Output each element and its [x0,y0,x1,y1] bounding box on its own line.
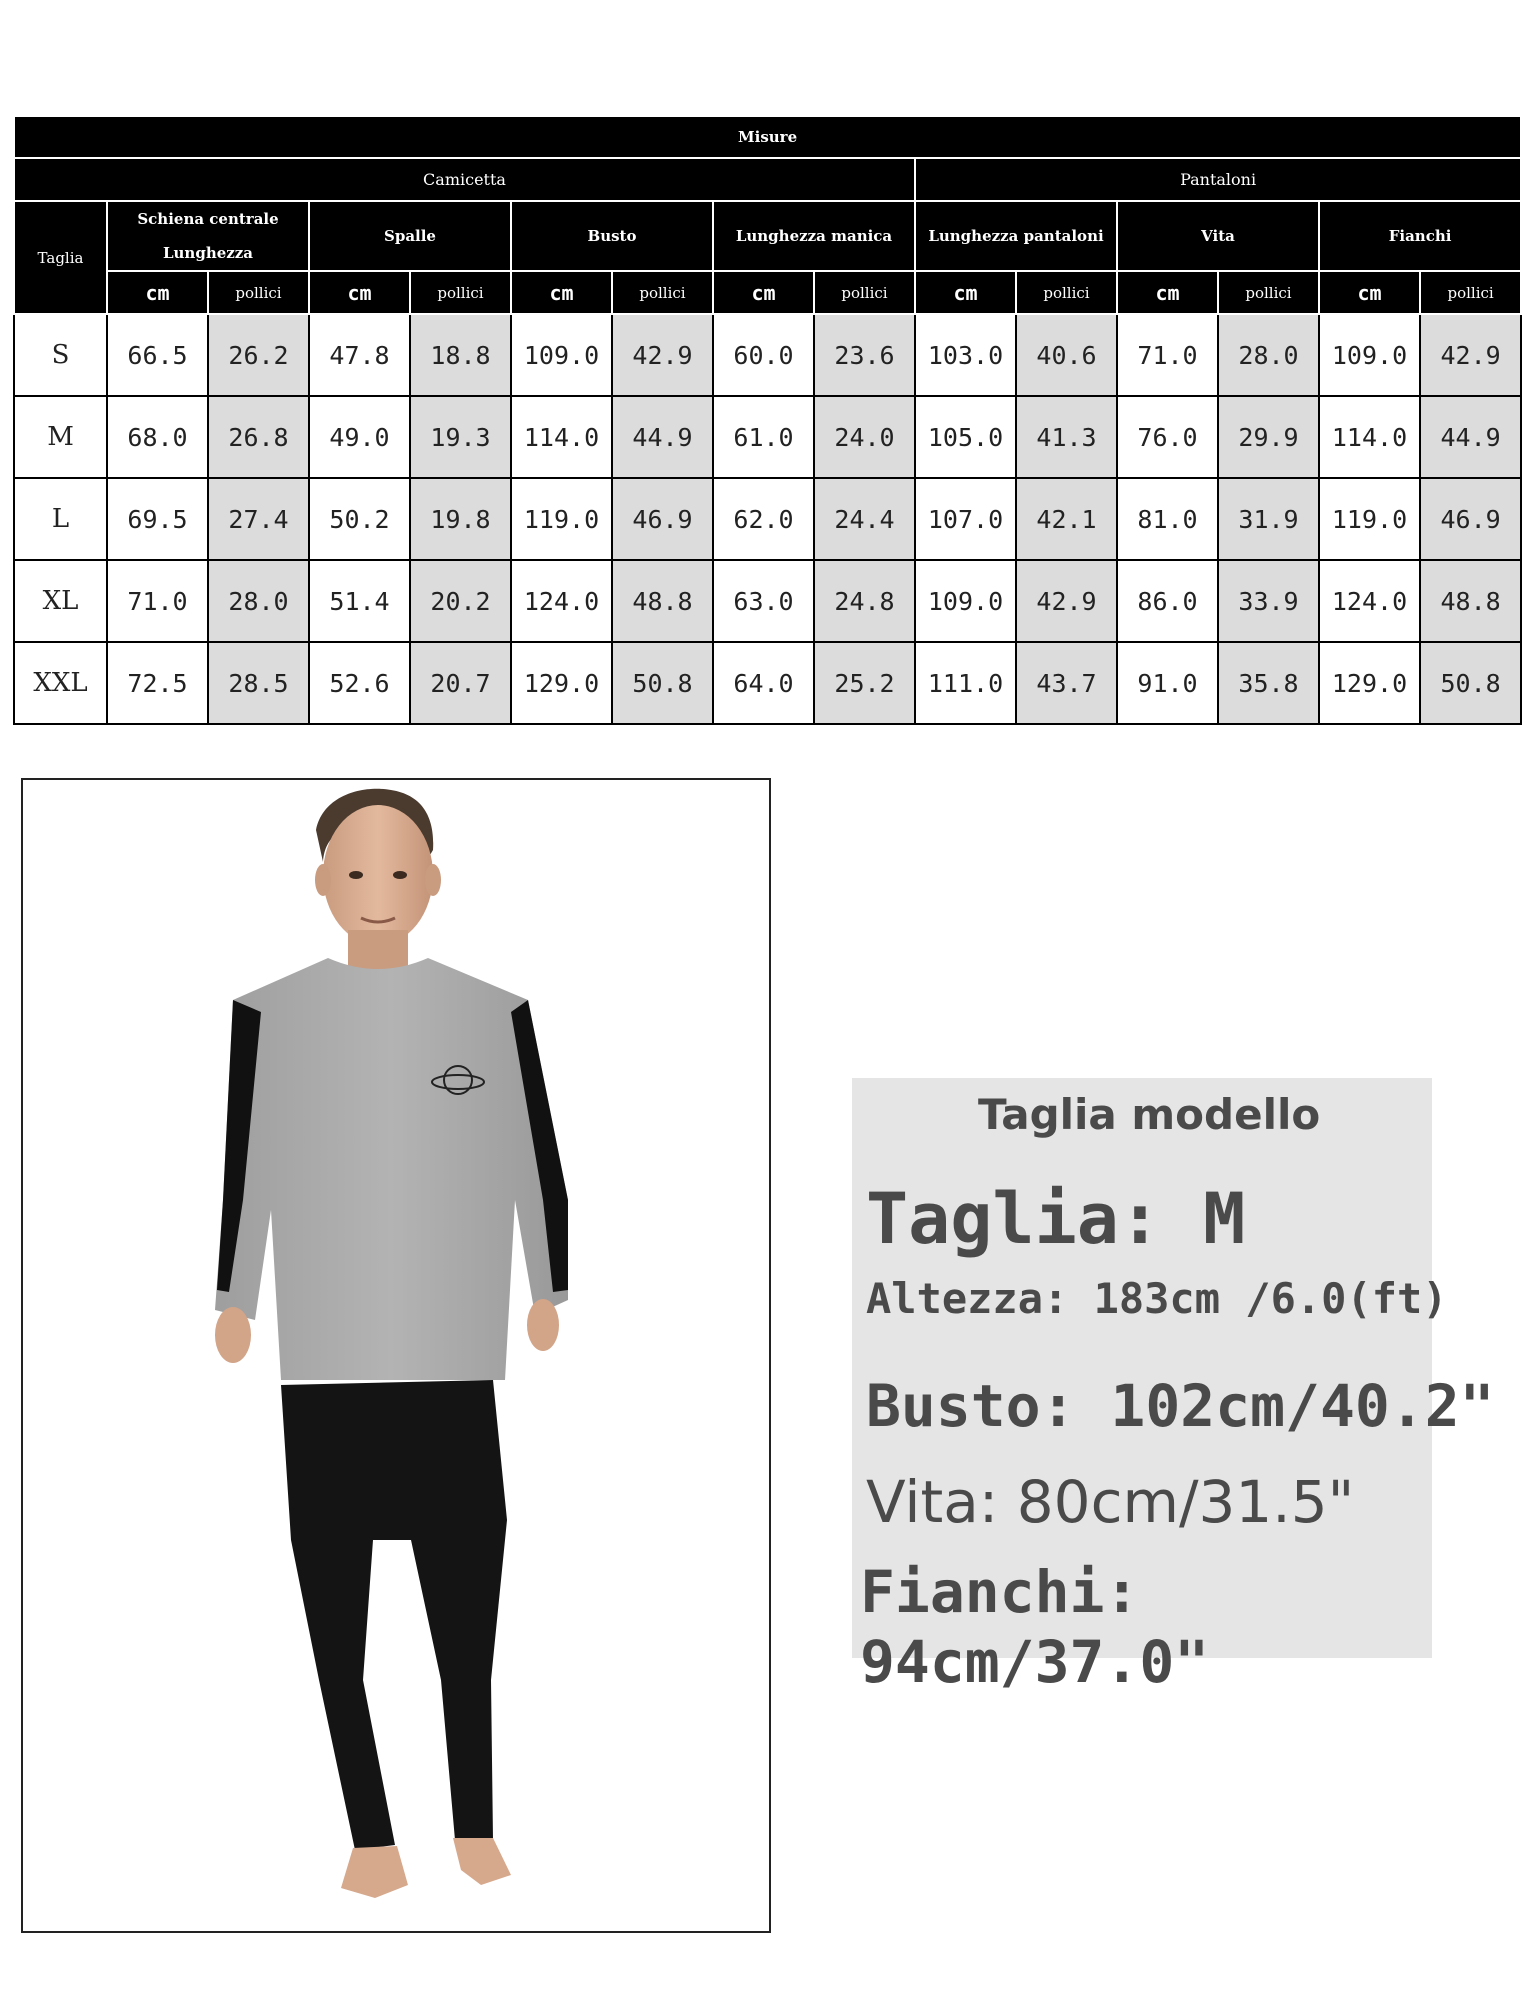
header-sleeve-length: Lunghezza manica [713,201,915,271]
header-hips: Fianchi [1319,201,1521,271]
cm-value-cell: 107.0 [915,478,1016,560]
cm-value-cell: 76.0 [1117,396,1218,478]
unit-inch-header: pollici [410,271,511,314]
header-back-length-line1: Schiena centrale [137,210,279,228]
model-illustration [23,780,769,1931]
unit-cm-header: cm [1319,271,1420,314]
inch-value-cell: 43.7 [1016,642,1117,724]
unit-cm-header: cm [915,271,1016,314]
ear-left [315,864,331,896]
table-row [14,396,1521,478]
unit-inch-header: pollici [814,271,915,314]
eye-right [393,871,407,879]
cm-value-cell: 60.0 [713,314,814,396]
unit-row [14,271,1521,314]
ear-right [425,864,441,896]
cm-value-cell: 52.6 [309,642,410,724]
cm-value-cell: 51.4 [309,560,410,642]
size-label: M [14,396,107,478]
hand-left [215,1307,251,1363]
model-height: Altezza: 183cm /6.0(ft) [866,1274,1448,1323]
table-row [14,478,1521,560]
model-bust: Busto: 102cm/40.2" [866,1372,1495,1440]
inch-value-cell: 28.0 [1218,314,1319,396]
cm-value-cell: 81.0 [1117,478,1218,560]
inch-value-cell: 35.8 [1218,642,1319,724]
header-back-length [107,201,309,271]
inch-value-cell: 50.8 [612,642,713,724]
inch-value-cell: 29.9 [1218,396,1319,478]
cm-value-cell: 49.0 [309,396,410,478]
group-pants: Pantaloni [915,158,1521,201]
model-photo [21,778,771,1933]
inch-value-cell: 24.4 [814,478,915,560]
cm-value-cell: 124.0 [511,560,612,642]
size-column-header: Taglia [14,201,107,314]
inch-value-cell: 48.8 [1420,560,1521,642]
inch-value-cell: 20.7 [410,642,511,724]
inch-value-cell: 42.9 [1420,314,1521,396]
cm-value-cell: 103.0 [915,314,1016,396]
inch-value-cell: 31.9 [1218,478,1319,560]
unit-inch-header: pollici [1016,271,1117,314]
foot-left [341,1846,408,1898]
inch-value-cell: 40.6 [1016,314,1117,396]
inch-value-cell: 48.8 [612,560,713,642]
cm-value-cell: 72.5 [107,642,208,724]
unit-cm-header: cm [309,271,410,314]
size-label: L [14,478,107,560]
cm-value-cell: 71.0 [107,560,208,642]
inch-value-cell: 42.9 [612,314,713,396]
cm-value-cell: 64.0 [713,642,814,724]
inch-value-cell: 46.9 [612,478,713,560]
cm-value-cell: 61.0 [713,396,814,478]
model-waist: Vita: 80cm/31.5" [866,1468,1355,1536]
foot-right [453,1838,511,1885]
unit-cm-header: cm [713,271,814,314]
header-back-length-line2: Lunghezza [162,244,254,262]
eye-left [349,871,363,879]
unit-cm-header: cm [107,271,208,314]
inch-value-cell: 44.9 [1420,396,1521,478]
inch-value-cell: 50.8 [1420,642,1521,724]
inch-value-cell: 23.6 [814,314,915,396]
inch-value-cell: 18.8 [410,314,511,396]
cm-value-cell: 119.0 [1319,478,1420,560]
group-shirt: Camicetta [14,158,915,201]
cm-value-cell: 109.0 [1319,314,1420,396]
inch-value-cell: 19.3 [410,396,511,478]
inch-value-cell: 24.8 [814,560,915,642]
cm-value-cell: 68.0 [107,396,208,478]
cm-value-cell: 105.0 [915,396,1016,478]
cm-value-cell: 63.0 [713,560,814,642]
inch-value-cell: 46.9 [1420,478,1521,560]
cm-value-cell: 91.0 [1117,642,1218,724]
cm-value-cell: 109.0 [511,314,612,396]
unit-cm-header: cm [511,271,612,314]
cm-value-cell: 69.5 [107,478,208,560]
head [323,805,433,945]
inch-value-cell: 28.5 [208,642,309,724]
hand-right [527,1299,559,1351]
cm-value-cell: 114.0 [511,396,612,478]
inch-value-cell: 24.0 [814,396,915,478]
model-hips-value: 94cm/37.0" [860,1628,1210,1696]
size-label: XL [14,560,107,642]
header-shoulders: Spalle [309,201,511,271]
inch-value-cell: 44.9 [612,396,713,478]
table-row [14,642,1521,724]
inch-value-cell: 25.2 [814,642,915,724]
inch-value-cell: 28.0 [208,560,309,642]
cm-value-cell: 66.5 [107,314,208,396]
header-pants-length: Lunghezza pantaloni [915,201,1117,271]
inch-value-cell: 41.3 [1016,396,1117,478]
inch-value-cell: 26.8 [208,396,309,478]
inch-value-cell: 33.9 [1218,560,1319,642]
cm-value-cell: 114.0 [1319,396,1420,478]
unit-inch-header: pollici [1420,271,1521,314]
cm-value-cell: 86.0 [1117,560,1218,642]
cm-value-cell: 119.0 [511,478,612,560]
cm-value-cell: 71.0 [1117,314,1218,396]
unit-inch-header: pollici [612,271,713,314]
size-label: S [14,314,107,396]
pants [281,1380,507,1850]
header-waist: Vita [1117,201,1319,271]
inch-value-cell: 20.2 [410,560,511,642]
unit-inch-header: pollici [208,271,309,314]
cm-value-cell: 129.0 [511,642,612,724]
inch-value-cell: 42.1 [1016,478,1117,560]
inch-value-cell: 42.9 [1016,560,1117,642]
unit-cm-header: cm [1117,271,1218,314]
cm-value-cell: 50.2 [309,478,410,560]
model-info-heading: Taglia modello [978,1090,1321,1139]
table-title: Misure [14,116,1521,158]
size-label: XXL [14,642,107,724]
inch-value-cell: 19.8 [410,478,511,560]
cm-value-cell: 109.0 [915,560,1016,642]
unit-inch-header: pollici [1218,271,1319,314]
inch-value-cell: 26.2 [208,314,309,396]
table-body [14,314,1521,724]
size-chart-table [13,115,1522,725]
cm-value-cell: 124.0 [1319,560,1420,642]
table-row [14,560,1521,642]
inch-value-cell: 27.4 [208,478,309,560]
cm-value-cell: 111.0 [915,642,1016,724]
table-row [14,314,1521,396]
cm-value-cell: 47.8 [309,314,410,396]
header-bust: Busto [511,201,713,271]
model-hips-label: Fianchi: [860,1558,1140,1626]
cm-value-cell: 129.0 [1319,642,1420,724]
model-size: Taglia: M [866,1178,1246,1260]
cm-value-cell: 62.0 [713,478,814,560]
